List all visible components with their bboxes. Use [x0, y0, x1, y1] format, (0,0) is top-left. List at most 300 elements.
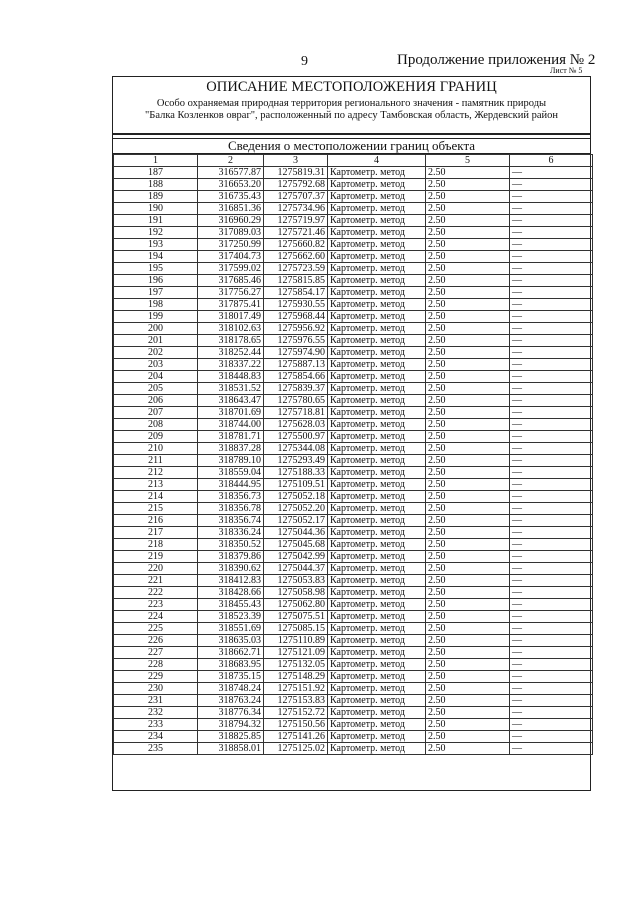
column-header: 4: [328, 155, 426, 167]
table-header-row: [114, 155, 593, 167]
y-coordinate-cell: 1275141.26: [264, 731, 328, 743]
table-row: [114, 227, 593, 239]
description-cell: —: [510, 311, 593, 323]
point-number-cell: 232: [114, 707, 198, 719]
point-number-cell: 220: [114, 563, 198, 575]
x-coordinate-cell: 318744.00: [198, 419, 264, 431]
y-coordinate-cell: 1275968.44: [264, 311, 328, 323]
method-cell: Картометр. метод: [328, 563, 426, 575]
accuracy-cell: 2.50: [426, 611, 510, 623]
method-cell: Картометр. метод: [328, 335, 426, 347]
table-row: [114, 203, 593, 215]
accuracy-cell: 2.50: [426, 419, 510, 431]
accuracy-cell: 2.50: [426, 743, 510, 755]
method-cell: Картометр. метод: [328, 455, 426, 467]
x-coordinate-cell: 317685.46: [198, 275, 264, 287]
method-cell: Картометр. метод: [328, 623, 426, 635]
description-block: [113, 77, 590, 135]
y-coordinate-cell: 1275854.66: [264, 371, 328, 383]
point-number-cell: 215: [114, 503, 198, 515]
description-cell: —: [510, 539, 593, 551]
accuracy-cell: 2.50: [426, 275, 510, 287]
point-number-cell: 203: [114, 359, 198, 371]
accuracy-cell: 2.50: [426, 407, 510, 419]
point-number-cell: 189: [114, 191, 198, 203]
method-cell: Картометр. метод: [328, 695, 426, 707]
x-coordinate-cell: 318455.43: [198, 599, 264, 611]
method-cell: Картометр. метод: [328, 419, 426, 431]
y-coordinate-cell: 1275662.60: [264, 251, 328, 263]
table-row: [114, 563, 593, 575]
point-number-cell: 187: [114, 167, 198, 179]
method-cell: Картометр. метод: [328, 683, 426, 695]
y-coordinate-cell: 1275819.31: [264, 167, 328, 179]
method-cell: Картометр. метод: [328, 227, 426, 239]
accuracy-cell: 2.50: [426, 515, 510, 527]
table-row: [114, 599, 593, 611]
description-cell: —: [510, 191, 593, 203]
y-coordinate-cell: 1275125.02: [264, 743, 328, 755]
method-cell: Картометр. метод: [328, 479, 426, 491]
x-coordinate-cell: 318428.66: [198, 587, 264, 599]
table-row: [114, 539, 593, 551]
method-cell: Картометр. метод: [328, 371, 426, 383]
y-coordinate-cell: 1275109.51: [264, 479, 328, 491]
point-number-cell: 225: [114, 623, 198, 635]
column-header: 2: [198, 155, 264, 167]
y-coordinate-cell: 1275854.17: [264, 287, 328, 299]
table-row: [114, 359, 593, 371]
method-cell: Картометр. метод: [328, 359, 426, 371]
table-row: [114, 671, 593, 683]
y-coordinate-cell: 1275052.20: [264, 503, 328, 515]
y-coordinate-cell: 1275153.83: [264, 695, 328, 707]
table-row: [114, 527, 593, 539]
table-row: [114, 251, 593, 263]
x-coordinate-cell: 318337.22: [198, 359, 264, 371]
point-number-cell: 206: [114, 395, 198, 407]
description-cell: —: [510, 179, 593, 191]
x-coordinate-cell: 318825.85: [198, 731, 264, 743]
x-coordinate-cell: 318356.78: [198, 503, 264, 515]
x-coordinate-cell: 318252.44: [198, 347, 264, 359]
point-number-cell: 210: [114, 443, 198, 455]
table-row: [114, 707, 593, 719]
table-row: [114, 491, 593, 503]
x-coordinate-cell: 317089.03: [198, 227, 264, 239]
table-row: [114, 479, 593, 491]
accuracy-cell: 2.50: [426, 527, 510, 539]
table-row: [114, 623, 593, 635]
description-cell: —: [510, 275, 593, 287]
description-cell: —: [510, 467, 593, 479]
x-coordinate-cell: 317756.27: [198, 287, 264, 299]
table-row: [114, 191, 593, 203]
method-cell: Картометр. метод: [328, 287, 426, 299]
accuracy-cell: 2.50: [426, 671, 510, 683]
accuracy-cell: 2.50: [426, 599, 510, 611]
y-coordinate-cell: 1275887.13: [264, 359, 328, 371]
point-number-cell: 202: [114, 347, 198, 359]
table-row: [114, 695, 593, 707]
method-cell: Картометр. метод: [328, 395, 426, 407]
table-row: [114, 323, 593, 335]
x-coordinate-cell: 318837.28: [198, 443, 264, 455]
description-cell: —: [510, 599, 593, 611]
x-coordinate-cell: 318356.73: [198, 491, 264, 503]
point-number-cell: 233: [114, 719, 198, 731]
accuracy-cell: 2.50: [426, 659, 510, 671]
x-coordinate-cell: 318794.32: [198, 719, 264, 731]
x-coordinate-cell: 317875.41: [198, 299, 264, 311]
y-coordinate-cell: 1275815.85: [264, 275, 328, 287]
x-coordinate-cell: 318390.62: [198, 563, 264, 575]
y-coordinate-cell: 1275044.36: [264, 527, 328, 539]
point-number-cell: 212: [114, 467, 198, 479]
x-coordinate-cell: 318336.24: [198, 527, 264, 539]
point-number-cell: 223: [114, 599, 198, 611]
x-coordinate-cell: 318523.39: [198, 611, 264, 623]
y-coordinate-cell: 1275344.08: [264, 443, 328, 455]
y-coordinate-cell: 1275707.37: [264, 191, 328, 203]
x-coordinate-cell: 318444.95: [198, 479, 264, 491]
accuracy-cell: 2.50: [426, 215, 510, 227]
point-number-cell: 199: [114, 311, 198, 323]
method-cell: Картометр. метод: [328, 275, 426, 287]
accuracy-cell: 2.50: [426, 311, 510, 323]
point-number-cell: 221: [114, 575, 198, 587]
description-cell: —: [510, 731, 593, 743]
table-row: [114, 215, 593, 227]
y-coordinate-cell: 1275044.37: [264, 563, 328, 575]
method-cell: Картометр. метод: [328, 251, 426, 263]
y-coordinate-cell: 1275045.68: [264, 539, 328, 551]
x-coordinate-cell: 317599.02: [198, 263, 264, 275]
y-coordinate-cell: 1275052.18: [264, 491, 328, 503]
description-cell: —: [510, 227, 593, 239]
y-coordinate-cell: 1275660.82: [264, 239, 328, 251]
method-cell: Картометр. метод: [328, 743, 426, 755]
point-number-cell: 207: [114, 407, 198, 419]
x-coordinate-cell: 318448.83: [198, 371, 264, 383]
table-body: [114, 155, 593, 755]
accuracy-cell: 2.50: [426, 239, 510, 251]
point-number-cell: 211: [114, 455, 198, 467]
x-coordinate-cell: 318102.63: [198, 323, 264, 335]
accuracy-cell: 2.50: [426, 251, 510, 263]
x-coordinate-cell: 318683.95: [198, 659, 264, 671]
y-coordinate-cell: 1275042.99: [264, 551, 328, 563]
point-number-cell: 234: [114, 731, 198, 743]
y-coordinate-cell: 1275976.55: [264, 335, 328, 347]
method-cell: Картометр. метод: [328, 179, 426, 191]
x-coordinate-cell: 318701.69: [198, 407, 264, 419]
description-cell: —: [510, 683, 593, 695]
y-coordinate-cell: 1275150.56: [264, 719, 328, 731]
point-number-cell: 213: [114, 479, 198, 491]
y-coordinate-cell: 1275839.37: [264, 383, 328, 395]
description-cell: —: [510, 371, 593, 383]
y-coordinate-cell: 1275628.03: [264, 419, 328, 431]
y-coordinate-cell: 1275734.96: [264, 203, 328, 215]
accuracy-cell: 2.50: [426, 683, 510, 695]
point-number-cell: 195: [114, 263, 198, 275]
description-cell: —: [510, 203, 593, 215]
accuracy-cell: 2.50: [426, 179, 510, 191]
x-coordinate-cell: 318776.34: [198, 707, 264, 719]
table-row: [114, 551, 593, 563]
method-cell: Картометр. метод: [328, 239, 426, 251]
accuracy-cell: 2.50: [426, 371, 510, 383]
table-row: [114, 647, 593, 659]
y-coordinate-cell: 1275151.92: [264, 683, 328, 695]
y-coordinate-cell: 1275930.55: [264, 299, 328, 311]
description-cell: —: [510, 263, 593, 275]
description-cell: —: [510, 347, 593, 359]
table-row: [114, 239, 593, 251]
accuracy-cell: 2.50: [426, 203, 510, 215]
method-cell: Картометр. метод: [328, 203, 426, 215]
y-coordinate-cell: 1275121.09: [264, 647, 328, 659]
description-cell: —: [510, 623, 593, 635]
description-cell: —: [510, 503, 593, 515]
y-coordinate-cell: 1275052.17: [264, 515, 328, 527]
y-coordinate-cell: 1275058.98: [264, 587, 328, 599]
description-cell: —: [510, 659, 593, 671]
point-number-cell: 193: [114, 239, 198, 251]
description-cell: —: [510, 527, 593, 539]
method-cell: Картометр. метод: [328, 503, 426, 515]
x-coordinate-cell: 318551.69: [198, 623, 264, 635]
method-cell: Картометр. метод: [328, 575, 426, 587]
accuracy-cell: 2.50: [426, 323, 510, 335]
table-row: [114, 683, 593, 695]
point-number-cell: 204: [114, 371, 198, 383]
appendix-note: Продолжение приложения № 2: [397, 52, 596, 68]
document-frame: [112, 76, 591, 791]
table-row: [114, 407, 593, 419]
y-coordinate-cell: 1275723.59: [264, 263, 328, 275]
accuracy-cell: 2.50: [426, 431, 510, 443]
x-coordinate-cell: 318635.03: [198, 635, 264, 647]
x-coordinate-cell: 316653.20: [198, 179, 264, 191]
table-row: [114, 371, 593, 383]
method-cell: Картометр. метод: [328, 659, 426, 671]
method-cell: Картометр. метод: [328, 383, 426, 395]
table-row: [114, 743, 593, 755]
table-row: [114, 587, 593, 599]
point-number-cell: 226: [114, 635, 198, 647]
y-coordinate-cell: 1275085.15: [264, 623, 328, 635]
accuracy-cell: 2.50: [426, 191, 510, 203]
subtitle-line-2: "Балка Козленков овраг", расположенный по адресу Тамбовская область, Жердевский район: [145, 110, 558, 121]
description-cell: —: [510, 251, 593, 263]
x-coordinate-cell: 318643.47: [198, 395, 264, 407]
table-row: [114, 347, 593, 359]
accuracy-cell: 2.50: [426, 359, 510, 371]
method-cell: Картометр. метод: [328, 599, 426, 611]
point-number-cell: 192: [114, 227, 198, 239]
method-cell: Картометр. метод: [328, 167, 426, 179]
method-cell: Картометр. метод: [328, 611, 426, 623]
table-row: [114, 719, 593, 731]
accuracy-cell: 2.50: [426, 623, 510, 635]
x-coordinate-cell: 318531.52: [198, 383, 264, 395]
x-coordinate-cell: 318763.24: [198, 695, 264, 707]
y-coordinate-cell: 1275956.92: [264, 323, 328, 335]
x-coordinate-cell: 318178.65: [198, 335, 264, 347]
point-number-cell: 235: [114, 743, 198, 755]
y-coordinate-cell: 1275780.65: [264, 395, 328, 407]
x-coordinate-cell: 318662.71: [198, 647, 264, 659]
x-coordinate-cell: 318356.74: [198, 515, 264, 527]
description-cell: —: [510, 647, 593, 659]
description-cell: —: [510, 743, 593, 755]
accuracy-cell: 2.50: [426, 647, 510, 659]
description-cell: —: [510, 551, 593, 563]
table-row: [114, 167, 593, 179]
x-coordinate-cell: 318379.86: [198, 551, 264, 563]
method-cell: Картометр. метод: [328, 539, 426, 551]
table-row: [114, 575, 593, 587]
x-coordinate-cell: 316735.43: [198, 191, 264, 203]
description-cell: —: [510, 479, 593, 491]
accuracy-cell: 2.50: [426, 467, 510, 479]
table-row: [114, 395, 593, 407]
table-row: [114, 275, 593, 287]
table-row: [114, 659, 593, 671]
coordinates-table: [113, 154, 593, 755]
point-number-cell: 222: [114, 587, 198, 599]
accuracy-cell: 2.50: [426, 731, 510, 743]
y-coordinate-cell: 1275188.33: [264, 467, 328, 479]
description-cell: —: [510, 167, 593, 179]
y-coordinate-cell: 1275721.46: [264, 227, 328, 239]
accuracy-cell: 2.50: [426, 335, 510, 347]
point-number-cell: 230: [114, 683, 198, 695]
y-coordinate-cell: 1275132.05: [264, 659, 328, 671]
y-coordinate-cell: 1275500.97: [264, 431, 328, 443]
x-coordinate-cell: 318789.10: [198, 455, 264, 467]
table-row: [114, 455, 593, 467]
x-coordinate-cell: 316851.36: [198, 203, 264, 215]
point-number-cell: 214: [114, 491, 198, 503]
method-cell: Картометр. метод: [328, 719, 426, 731]
subtitle-line-1: Особо охраняемая природная территория регионального значения - памятник природы: [156, 98, 547, 109]
accuracy-cell: 2.50: [426, 575, 510, 587]
method-cell: Картометр. метод: [328, 191, 426, 203]
point-number-cell: 228: [114, 659, 198, 671]
accuracy-cell: 2.50: [426, 551, 510, 563]
table-row: [114, 503, 593, 515]
method-cell: Картометр. метод: [328, 443, 426, 455]
description-cell: —: [510, 587, 593, 599]
method-cell: Картометр. метод: [328, 551, 426, 563]
x-coordinate-cell: 316577.87: [198, 167, 264, 179]
table-row: [114, 731, 593, 743]
accuracy-cell: 2.50: [426, 479, 510, 491]
x-coordinate-cell: 318412.83: [198, 575, 264, 587]
method-cell: Картометр. метод: [328, 347, 426, 359]
method-cell: Картометр. метод: [328, 431, 426, 443]
description-cell: —: [510, 299, 593, 311]
x-coordinate-cell: 318748.24: [198, 683, 264, 695]
accuracy-cell: 2.50: [426, 539, 510, 551]
y-coordinate-cell: 1275148.29: [264, 671, 328, 683]
accuracy-cell: 2.50: [426, 455, 510, 467]
accuracy-cell: 2.50: [426, 227, 510, 239]
x-coordinate-cell: 318735.15: [198, 671, 264, 683]
point-number-cell: 201: [114, 335, 198, 347]
x-coordinate-cell: 317250.99: [198, 239, 264, 251]
table-row: [114, 179, 593, 191]
table-row: [114, 611, 593, 623]
accuracy-cell: 2.50: [426, 695, 510, 707]
method-cell: Картометр. метод: [328, 527, 426, 539]
x-coordinate-cell: 318858.01: [198, 743, 264, 755]
x-coordinate-cell: 318017.49: [198, 311, 264, 323]
y-coordinate-cell: 1275718.81: [264, 407, 328, 419]
accuracy-cell: 2.50: [426, 635, 510, 647]
section-header: Сведения о местоположении границ объекта: [113, 138, 590, 154]
page-number: 9: [301, 54, 308, 69]
description-cell: —: [510, 335, 593, 347]
table-row: [114, 635, 593, 647]
accuracy-cell: 2.50: [426, 707, 510, 719]
method-cell: Картометр. метод: [328, 635, 426, 647]
table-row: [114, 467, 593, 479]
table-row: [114, 287, 593, 299]
accuracy-cell: 2.50: [426, 587, 510, 599]
method-cell: Картометр. метод: [328, 731, 426, 743]
accuracy-cell: 2.50: [426, 443, 510, 455]
point-number-cell: 200: [114, 323, 198, 335]
point-number-cell: 194: [114, 251, 198, 263]
accuracy-cell: 2.50: [426, 167, 510, 179]
method-cell: Картометр. метод: [328, 323, 426, 335]
x-coordinate-cell: 316960.29: [198, 215, 264, 227]
description-cell: —: [510, 515, 593, 527]
table-row: [114, 299, 593, 311]
method-cell: Картометр. метод: [328, 299, 426, 311]
accuracy-cell: 2.50: [426, 395, 510, 407]
description-cell: —: [510, 383, 593, 395]
table-row: [114, 311, 593, 323]
accuracy-cell: 2.50: [426, 383, 510, 395]
method-cell: Картометр. метод: [328, 515, 426, 527]
description-cell: —: [510, 215, 593, 227]
y-coordinate-cell: 1275053.83: [264, 575, 328, 587]
description-cell: —: [510, 239, 593, 251]
description-cell: —: [510, 563, 593, 575]
table-row: [114, 263, 593, 275]
point-number-cell: 224: [114, 611, 198, 623]
column-header: 6: [510, 155, 593, 167]
accuracy-cell: 2.50: [426, 347, 510, 359]
x-coordinate-cell: 318350.52: [198, 539, 264, 551]
point-number-cell: 188: [114, 179, 198, 191]
accuracy-cell: 2.50: [426, 299, 510, 311]
description-cell: —: [510, 359, 593, 371]
method-cell: Картометр. метод: [328, 467, 426, 479]
description-cell: —: [510, 575, 593, 587]
description-cell: —: [510, 395, 593, 407]
description-cell: —: [510, 491, 593, 503]
point-number-cell: 218: [114, 539, 198, 551]
description-cell: —: [510, 323, 593, 335]
description-cell: —: [510, 671, 593, 683]
description-cell: —: [510, 419, 593, 431]
